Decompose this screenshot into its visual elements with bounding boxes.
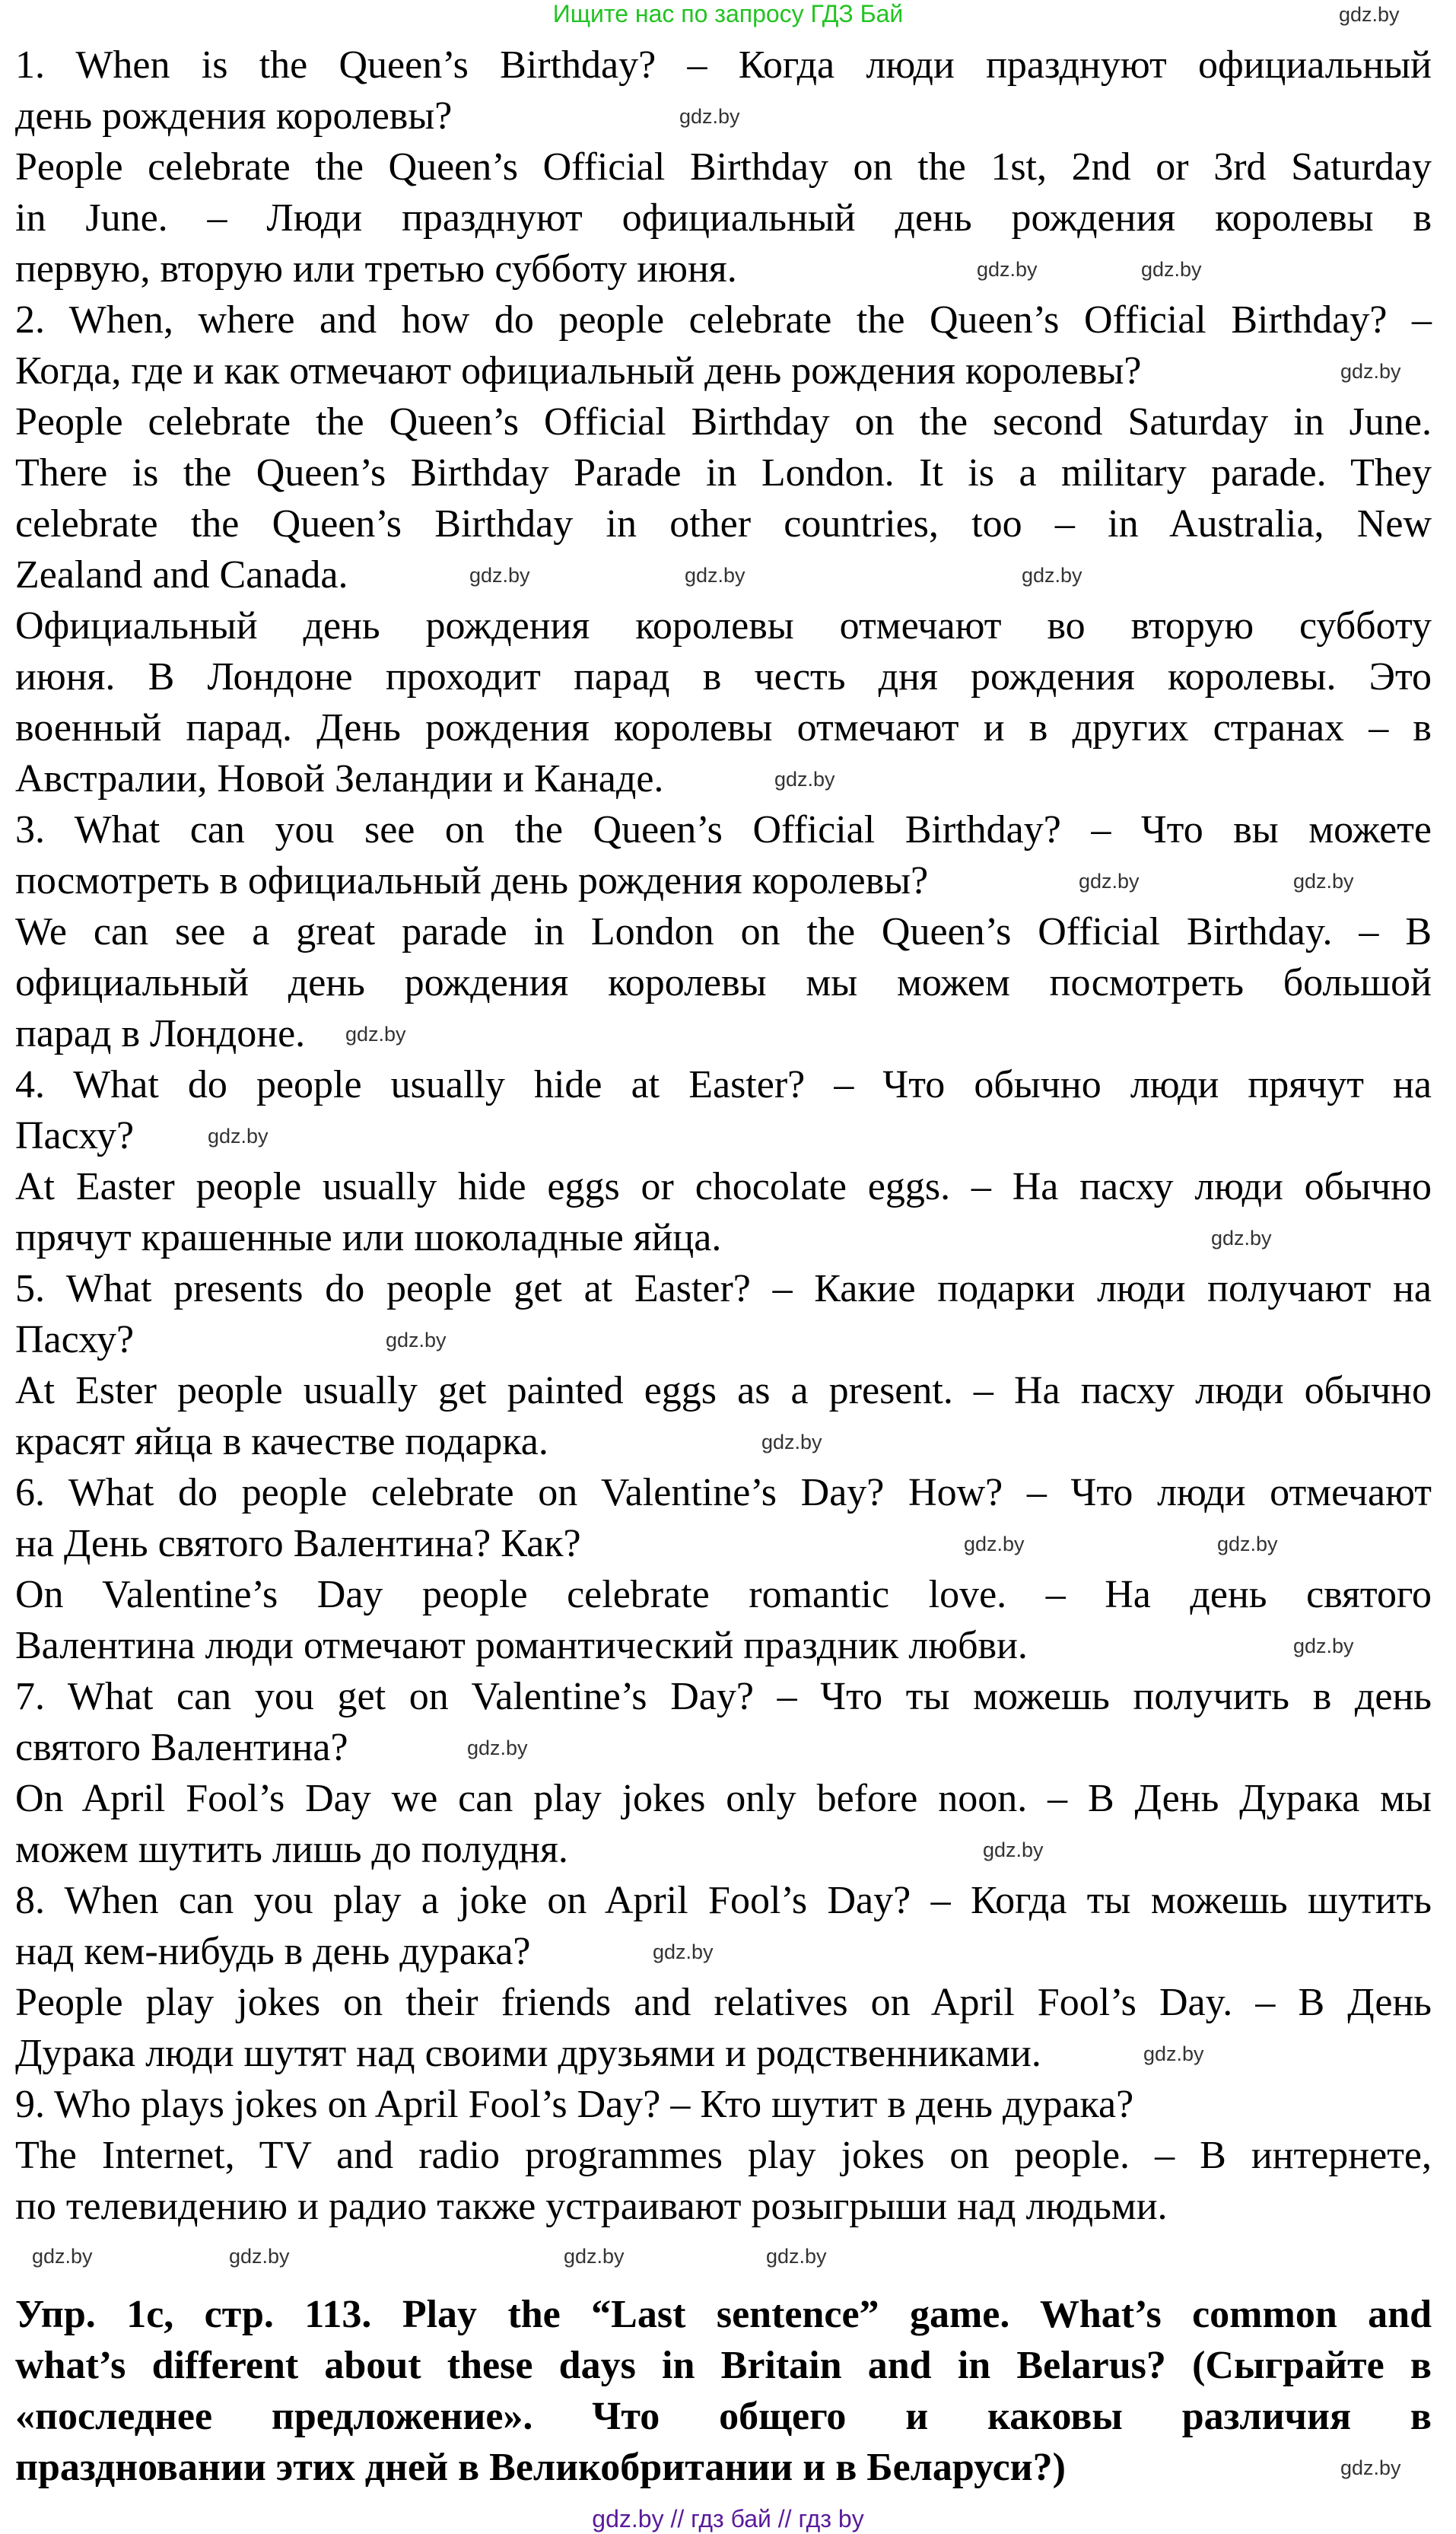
- paragraph: [15, 1365, 1432, 1467]
- text-line: People play jokes on their friends and relatives on April Fool’s Day. – В День: [15, 1981, 1432, 2024]
- watermark: gdz.by: [679, 105, 740, 128]
- text-line: Валентина люди отмечают романтический праздник любви.: [15, 1624, 1028, 1667]
- text-line: There is the Queen’s Birthday Parade in London. It is a military parade. They: [15, 451, 1432, 495]
- watermark: gdz.by: [1022, 564, 1082, 587]
- text-line: Когда, где и как отмечают официальный день рождения королевы?: [15, 349, 1142, 393]
- text-line: On April Fool’s Day we can play jokes only before noon. – В День Дурака мы: [15, 1777, 1432, 1820]
- text-line: на День святого Валентина? Как?: [15, 1522, 581, 1565]
- text-line: 1. When is the Queen’s Birthday? – Когда люди празднуют официальный: [15, 43, 1432, 87]
- text-line: Австралии, Новой Зеландии и Канаде.: [15, 757, 664, 801]
- exercise-heading: [15, 2289, 1432, 2493]
- watermark: gdz.by: [1340, 2456, 1401, 2479]
- watermark: gdz.by: [977, 258, 1038, 281]
- top-banner-text: Ищите нас по запросу ГДЗ Бай: [552, 0, 904, 27]
- text-line: Официальный день рождения королевы отмечают во вторую субботу: [15, 604, 1432, 648]
- text-line: People celebrate the Queen’s Official Birthday on the 1st, 2nd or 3rd Saturday: [15, 145, 1432, 189]
- paragraph: [15, 1875, 1432, 1977]
- text-line: 3. What can you see on the Queen’s Official Birthday? – Что вы можете: [15, 808, 1432, 852]
- paragraph: [15, 2079, 1432, 2130]
- watermark: gdz.by: [761, 1431, 822, 1453]
- text-line: по телевидению и радио также устраивают розыгрыши над людьми.: [15, 2185, 1168, 2228]
- watermark: gdz.by: [1141, 258, 1202, 281]
- watermark: gdz.by: [1079, 870, 1140, 893]
- watermark: gdz.by: [32, 2245, 93, 2268]
- text-line: At Ester people usually get painted eggs as a present. – На пасху люди обычно: [15, 1369, 1432, 1412]
- watermark: gdz.by: [774, 768, 835, 791]
- text-line: People celebrate the Queen’s Official Birthday on the second Saturday in June.: [15, 400, 1432, 444]
- text-line: 8. When can you play a joke on April Fool’s Day? – Когда ты можешь шутить: [15, 1879, 1432, 1922]
- exercise-line: «последнее предложение». Что общего и каковы различия в: [15, 2395, 1432, 2438]
- text-line: день рождения королевы?: [15, 94, 453, 138]
- watermark: gdz.by: [1211, 1227, 1272, 1249]
- paragraph: [15, 600, 1432, 804]
- text-line: celebrate the Queen’s Birthday in other countries, too – in Australia, New: [15, 502, 1432, 546]
- footer-links[interactable]: gdz.by // гдз бай // гдз by: [592, 2505, 864, 2532]
- exercise-line: праздновании этих дней в Великобритании и в Беларуси?): [15, 2446, 1066, 2489]
- paragraph: [15, 294, 1432, 396]
- text-line: Пасху?: [15, 1318, 135, 1361]
- watermark: gdz.by: [653, 1940, 714, 1963]
- watermark: gdz.by: [1293, 870, 1354, 893]
- text-line: прячут крашенные или шоколадные яйца.: [15, 1216, 722, 1259]
- paragraph: [15, 906, 1432, 1059]
- text-line: официальный день рождения королевы мы можем посмотреть большой: [15, 961, 1432, 1004]
- text-line: можем шутить лишь до полудня.: [15, 1828, 568, 1871]
- watermark: gdz.by: [766, 2245, 827, 2268]
- text-line: 4. What do people usually hide at Easter? – Что обычно люди прячут на: [15, 1063, 1432, 1106]
- watermark: gdz.by: [1217, 1533, 1278, 1555]
- text-line: первую, вторую или третью субботу июня.: [15, 247, 737, 291]
- text-line: At Easter people usually hide eggs or chocolate eggs. – На пасху люди обычно: [15, 1165, 1432, 1208]
- paragraph: [15, 804, 1432, 906]
- text-line: Zealand and Canada.: [15, 553, 348, 597]
- text-line: красят яйца в качестве подарка.: [15, 1420, 548, 1463]
- text-line: 7. What can you get on Valentine’s Day? – Что ты можешь получить в день: [15, 1675, 1432, 1718]
- text-line: 5. What presents do people get at Easter? – Какие подарки люди получают на: [15, 1267, 1432, 1310]
- watermark: gdz.by: [1339, 3, 1400, 26]
- text-line: посмотреть в официальный день рождения королевы?: [15, 859, 929, 902]
- text-line: 2. When, where and how do people celebrate the Queen’s Official Birthday? –: [15, 298, 1432, 342]
- text-line: On Valentine’s Day people celebrate romantic love. – На день святого: [15, 1573, 1432, 1616]
- watermark: gdz.by: [1340, 360, 1401, 383]
- top-banner: [0, 0, 1456, 27]
- text-line: военный парад. День рождения королевы отмечают и в других странах – в: [15, 706, 1432, 750]
- paragraph: [15, 1671, 1432, 1773]
- paragraph: [15, 1977, 1432, 2079]
- text-line: The Internet, TV and radio programmes play jokes on people. – В интернете,: [15, 2134, 1432, 2177]
- text-line: in June. – Люди празднуют официальный день рождения королевы в: [15, 196, 1432, 240]
- watermark: gdz.by: [229, 2245, 290, 2268]
- text-line: июня. В Лондоне проходит парад в честь дня рождения королевы. Это: [15, 655, 1432, 699]
- paragraph: [15, 1569, 1432, 1671]
- watermark: gdz.by: [983, 1838, 1044, 1861]
- watermark: gdz.by: [564, 2245, 625, 2268]
- text-line: 9. Who plays jokes on April Fool’s Day? – Кто шутит в день дурака?: [15, 2083, 1134, 2126]
- paragraph: [15, 142, 1432, 294]
- text-line: над кем-нибудь в день дурака?: [15, 1930, 531, 1973]
- text-line: 6. What do people celebrate on Valentine’s Day? How? – Что люди отмечают: [15, 1471, 1432, 1514]
- watermark: gdz.by: [467, 1737, 528, 1759]
- watermark: gdz.by: [1143, 2042, 1204, 2065]
- text-line: Пасху?: [15, 1114, 135, 1157]
- watermark: gdz.by: [685, 564, 745, 587]
- paragraph: [15, 1773, 1432, 1875]
- watermark: gdz.by: [208, 1125, 269, 1148]
- text-line: парад в Лондоне.: [15, 1012, 306, 1055]
- text-line: святого Валентина?: [15, 1726, 348, 1769]
- text-line: Дурака люди шутят над своими друзьями и родственниками.: [15, 2032, 1041, 2075]
- paragraph: [15, 2130, 1432, 2232]
- watermark: gdz.by: [345, 1023, 406, 1046]
- exercise-line: Упр. 1с, стр. 113. Play the “Last sentence” game. What’s common and: [15, 2293, 1432, 2336]
- watermark: gdz.by: [386, 1329, 447, 1351]
- watermark: gdz.by: [1293, 1635, 1354, 1657]
- paragraph: [15, 1263, 1432, 1365]
- watermark: gdz.by: [469, 564, 530, 587]
- watermark: gdz.by: [964, 1533, 1025, 1555]
- text-line: We can see a great parade in London on the Queen’s Official Birthday. – В: [15, 910, 1432, 953]
- exercise-line: what’s different about these days in Britain and in Belarus? (Сыграйте в: [15, 2344, 1432, 2387]
